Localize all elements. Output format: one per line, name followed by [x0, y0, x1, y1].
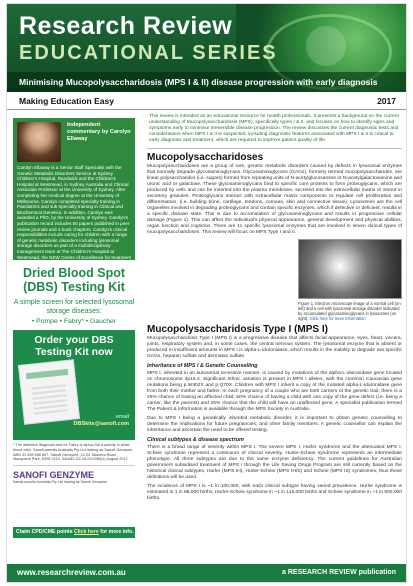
intro-paragraph: This review is intended as an educational resource for health professionals. It presents a background on the current understanding of Mucopolysaccharidosis (MPS), specifically types I & II, and focuses on how to identify signs and symptoms early to minimise irreversible disease progression. The review discusses the current diagnostic tests and considerations when MPS I & II is suspected, including diagnostic features associated with MPS I & II is critical to early diagnosis and treatment, which are required to improve patient quality of life.	[147, 112, 402, 149]
disclaimer: * The definitive diagnosis test for Fabry is alpha-Gal A activity in white blood cells. Sanofi-aventis Australia Pty Ltd trading as Sanofi Genzyme ABN 31 008 558 807. Sanofi Genzyme, 12-24 Talavera Road, Macquarie Park, NSW 2113. SAANZ.GZ.16.03.0089(1) August 2017.	[13, 443, 133, 462]
paragraph-mps1: Mucopolysaccharidosis Type I (MPS I) is a progressive disease that affects facial appearance, eyes, heart, viscera, joints, respiratory system and, in some cases, the central nervous system. The lysosomal enzyme that is absent or produced in insufficient amounts in MPS I is alpha-L-iduronidase, which results in the inability to degrade two specific GAGs, heparan sulfate and dermatan sulfate.	[147, 336, 402, 359]
electron-microscope-image	[298, 239, 402, 299]
paragraph-incidence: The incidence of MPS I is ~1 in 100,000, with each clinical subtype having varied prevalence. Hurler syndrome is estimated in 1 in 88,000 births, Hurler-Scheie syndrome in ~1 in 115,000 births and Scheie syndrome in ~1 in 500,000 births.	[147, 484, 402, 501]
figure-1	[298, 239, 402, 321]
paragraph-mps: Mucopolysaccharidoses are a group of rare, genetic metabolic disorders caused by defects in lysosomal enzymes that normally degrade glycosaminoglycans. Glycosaminoglycans (GAGs), formerly termed mucopolysaccharides, are linear polysaccharides (i.e. sugars) formed from repeating units of N-acetylglucosamine or N-acetylgalactosamine and uronic acid or galactose. These glycosaminoglycans bind to specific core proteins to form proteoglycans, which are produced by cells and can be inserted into the plasma membrane, secreted into the extracellular matrix or stored in secretory granules. Proteoglycans interact with extracellular matrix components to regulate cell proliferation and differentiation, (i.e. building bone, cartilage, tendons, corneas, skin and connective tissue). Lysosomes are the cell organelles involved in degrading proteoglycans and contain specific enzymes, which if defective or deficient, results in a specific disease state. This is due to accumulation of glycosaminoglycans and results in progressive cellular damage (Figure 1). This can affect the individual's physical appearance, general development and physical abilities, organ function and cognition. There are 11 specific lysosomal enzymes that are involved in seven clinical types of mucopolysaccharidoses. This review will focus on MPS Type I and II.	[147, 164, 402, 235]
order-title: Order your DBS Testing Kit now	[34, 334, 114, 358]
tagline-bar	[7, 92, 406, 110]
issue-year: 2017	[377, 96, 396, 106]
figure-more-info-link[interactable]: Click here for more information	[309, 316, 366, 321]
issue-subtitle: Minimising Mucopolysaccharidosis (MPS I & II) disease progression with early diagnosis	[7, 72, 406, 92]
footer	[7, 564, 406, 582]
paragraph-spectrum: There is a broad range of severity within MPS I. The severe MPS I, Hurler syndrome and the attenuated MPS I, Scheie syndrome represent a continuum of clinical severity. Hurler-Scheie syndrome represents an intermediate phenotype. All three subtypes are due to the same enzyme deficiency. The current guidelines for Australian government subsidised treatment of MPS I through the Life Saving Drugs Program are still currently based on the historical clinical subtypes, Hurler (MPS IH), Hurler-Scheie (MPS IH/S) and Scheie (MPS IS) syndromes, thus these definitions will be used.	[147, 445, 402, 480]
cpd-suffix: for more info.	[100, 529, 134, 535]
heading-spectrum: Clinical subtypes & disease spectrum	[147, 437, 244, 443]
figure-caption	[298, 301, 402, 321]
dbs-disease-list: • Pompe • Fabry* • Gaucher	[31, 318, 117, 325]
order-email-block	[74, 414, 130, 428]
footer-publication: a RESEARCH REVIEW publication	[282, 569, 396, 576]
author-box	[13, 118, 135, 266]
publication-title: Research Review	[19, 12, 233, 40]
figure-spacer	[147, 239, 294, 318]
sponsor-block	[13, 465, 135, 495]
cpd-link[interactable]: Click here	[73, 529, 99, 535]
paragraph-inheritance: MPS I, inherited in an autosomal recessive manner, is caused by mutations of the alpha-L-iduronidase gene located on chromosome 4p16.3. Significant ethnic variation is present in MPS I alleles, with the common Caucasian gene mutations being p.W402X and p.Q70X. Children with MPS I inherit a copy of the mutated alpha-L-iduronidase gene from both their mother and father. In each pregnancy of a couple who are both carriers of the genetic trait, there is a 25% chance of having an affected child, 50% chance of having a child with one copy of the gene defect (i.e. being a carrier, like the parents) and 25% chance that the child will have an unaffected gene. A specialist publication termed The Patient & Information is available through the MPS Society in Australia.	[147, 371, 402, 412]
main-content	[147, 112, 402, 552]
author-heading: Independent commentary by Carolyn Ellaway	[67, 122, 131, 142]
series-title: EDUCATIONAL SERIES	[19, 42, 278, 64]
left-sidebar	[7, 112, 141, 552]
heading-mps1: Mucopolysaccharidosis Type I (MPS I)	[147, 324, 328, 335]
author-photo	[17, 122, 61, 162]
dbs-description: A simple screen for selected lysosomal storage diseases:	[13, 299, 135, 315]
page	[7, 4, 406, 582]
cpd-bar	[13, 527, 135, 538]
heading-inheritance: Inheritance of MPS I & Genetic Counselling	[147, 363, 258, 369]
dbs-title: Dried Blood Spot (DBS) Testing Kit	[22, 266, 126, 294]
sponsor-text: Sanofi-aventis Australia Pty Ltd trading as Sanofi Genzyme	[13, 480, 108, 485]
paragraph-counselling: Due to MPS I being a genetically inherited metabolic disorder, it is important to obtain genetic counselling to determine the implications for future pregnancies, and other family members. A genetic counsellor can explain the inheritance and ascertain the need to be offered testing.	[147, 416, 402, 433]
tagline: Making Education Easy	[19, 96, 114, 106]
author-bio: Carolyn Ellaway is a Senior Staff Specialist with the Genetic Metabolic Disorders Service at Sydney Children's Hospital, Randwick and the Children's Hospital at Westmead, in Sydney Australia and Clinical Associate Professor at the University of Sydney. After completing her medical degree at the University of Melbourne, Carolyn completed specialty training in Paediatrics and sub-specialty training in Clinical and Biochemical Genetics. In addition, Carolyn was awarded a PhD, by the University of Sydney. Carolyn's publication record includes 60 papers published in peer review journals and 4 book chapters. Carolyn's clinical responsibilities include caring for children with a range of genetic metabolic disorders including lysosomal storage disorders as part of a multidisciplinary management team at The Children's Hospital at Westmead, the NSW Centre of Excellence for treatment with enzyme replacement therapy.	[17, 165, 131, 266]
testing-kit-image	[18, 359, 80, 425]
sanofi-genzyme-logo: SANOFI GENZYME	[13, 470, 95, 481]
cpd-text: Claim CPD/CME points	[16, 529, 73, 535]
header-banner	[7, 4, 406, 92]
figure-caption-text: Figure 1. Electron microscope image of a normal cell (on left) and a cell with lysosomal storage disorder indicated by accumulated glycosaminoglycans in lysosomes (on right).	[298, 301, 401, 321]
order-box[interactable]	[13, 330, 135, 440]
footer-url[interactable]: www.researchreview.com.au	[17, 568, 126, 577]
figure-row	[147, 239, 402, 321]
heading-mps: Mucopolysaccharidoses	[147, 152, 264, 163]
order-email-link[interactable]: DBSkits@sanofi.com	[73, 421, 129, 427]
dbs-box	[13, 298, 135, 326]
email-label: email	[115, 414, 129, 420]
